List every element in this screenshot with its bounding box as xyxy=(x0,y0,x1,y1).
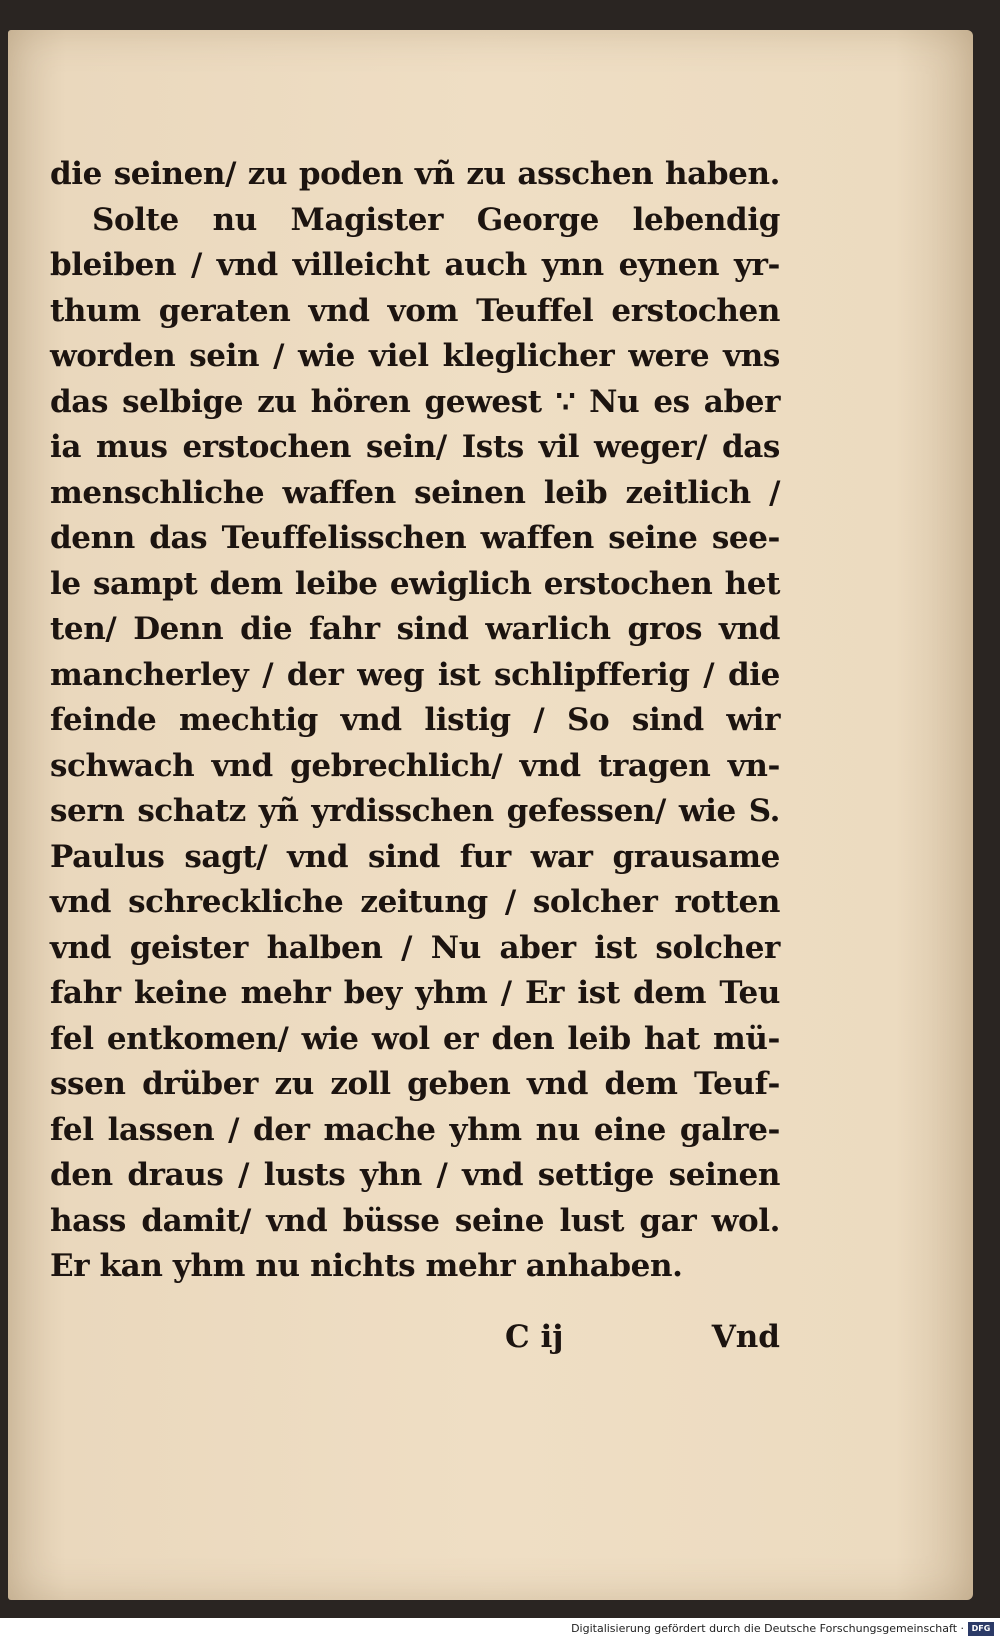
dfg-logo: DFG xyxy=(968,1622,994,1636)
text-line: menschliche waffen seinen leib zeitlich / xyxy=(50,474,780,511)
text-line: ten/ Denn die fahr sind warlich gros vnd xyxy=(50,611,780,647)
catchword: Vnd xyxy=(711,1319,780,1355)
text-line: schwach vnd gebrechlich/ vnd tragen vn‑ xyxy=(50,747,780,784)
text-line: vnd geister halben / Nu aber ist solcher xyxy=(50,929,780,966)
text-line: vnd schreckliche zeitung / solcher rotten xyxy=(50,884,780,920)
text-line: die seinen/ zu poden vñ zu asschen haben. xyxy=(50,156,780,192)
text-line: feinde mechtig vnd listig / So sind wir xyxy=(50,702,780,738)
text-line: fahr keine mehr bey yhm / Er ist dem Teu xyxy=(50,975,780,1011)
text-line: le sampt dem leibe ewiglich erstochen het xyxy=(50,565,780,602)
text-line: ssen drüber zu zoll geben vnd dem Teuf‑ xyxy=(50,1066,780,1102)
text-line: mancherley / der weg ist schlipfferig / die xyxy=(50,656,780,693)
text-line: das selbige zu hören gewest ∵ Nu es aber xyxy=(50,383,780,420)
text-line: Er kan yhm nu nichts mehr anhaben. xyxy=(50,1248,683,1284)
book-page xyxy=(8,30,973,1600)
footer-bar xyxy=(0,1618,1000,1641)
text-line: den draus / lusts yhn / vnd settige seinen xyxy=(50,1157,780,1193)
page-foot xyxy=(50,1314,780,1360)
text-line: bleiben / vnd villeicht auch ynn eynen yr‑ xyxy=(50,247,780,283)
text-line: fel entkomen/ wie wol er den leib hat mü‑ xyxy=(50,1020,780,1057)
text-line: Solte nu Magister George lebendig xyxy=(92,201,780,238)
text-line: sern schatz yñ yrdisschen gefessen/ wie S. xyxy=(50,793,780,829)
text-line: worden sein / wie viel kleglicher were vns xyxy=(50,338,780,374)
text-line: fel lassen / der mache yhm nu eine galre‑ xyxy=(50,1111,780,1148)
text-line: hass damit/ vnd büsse seine lust gar wol. xyxy=(50,1202,780,1239)
signature-mark: C ij xyxy=(505,1319,564,1355)
text-line: thum geraten vnd vom Teuffel erstochen xyxy=(50,292,780,329)
text-line: ia mus erstochen sein/ Ists vil weger/ das xyxy=(50,429,780,465)
text-line: Paulus sagt/ vnd sind fur war grausame xyxy=(50,838,780,875)
text-line: denn das Teuffelisschen waffen seine see‑ xyxy=(50,520,780,556)
body-text xyxy=(50,152,780,1290)
footer-credit: Digitalisierung gefördert durch die Deutsche Forschungsgemeinschaft · xyxy=(571,1622,964,1635)
